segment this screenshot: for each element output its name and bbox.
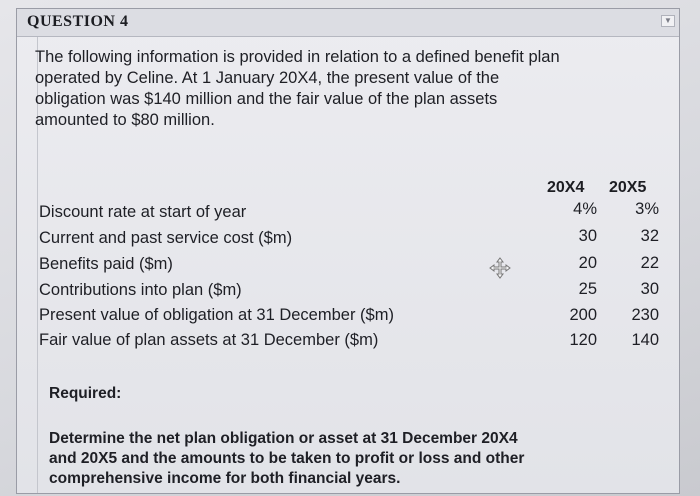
required-line: Determine the net plan obligation or asset at 31 December 20X4 (49, 430, 518, 447)
row-label: Contributions into plan ($m) (39, 281, 242, 299)
required-text (49, 429, 649, 489)
value-20x5: 3% (635, 200, 659, 218)
question-intro (35, 47, 655, 131)
value-20x5: 22 (640, 254, 659, 272)
year-header-20x4: 20X4 (547, 179, 585, 196)
value-20x5: 32 (640, 227, 659, 245)
intro-line: amounted to $80 million. (35, 111, 215, 129)
row-label: Discount rate at start of year (39, 203, 247, 221)
value-20x5: 140 (631, 331, 659, 349)
row-label: Fair value of plan assets at 31 December ($m) (39, 331, 379, 349)
value-20x4: 120 (569, 331, 597, 349)
value-20x4: 20 (578, 254, 597, 272)
year-header-20x5: 20X5 (609, 179, 647, 196)
intro-line: obligation was $140 million and the fair value of the plan assets (35, 90, 498, 108)
question-title: QUESTION 4 (27, 13, 129, 30)
chevron-down-icon[interactable]: ▼ (661, 15, 675, 27)
intro-line: operated by Celine. At 1 January 20X4, the present value of the (35, 69, 500, 87)
value-20x5: 230 (631, 306, 659, 324)
value-20x4: 200 (569, 306, 597, 324)
question-panel (16, 8, 680, 494)
required-line: comprehensive income for both financial years. (49, 470, 401, 487)
row-label: Benefits paid ($m) (39, 255, 173, 273)
value-20x5: 30 (640, 280, 659, 298)
row-label: Present value of obligation at 31 December ($m) (39, 306, 394, 324)
question-header (17, 9, 679, 37)
required-line: and 20X5 and the amounts to be taken to profit or loss and other (49, 450, 525, 467)
value-20x4: 4% (573, 200, 597, 218)
row-label: Current and past service cost ($m) (39, 229, 293, 247)
value-20x4: 25 (578, 280, 597, 298)
move-cursor-icon (489, 257, 511, 279)
value-20x4: 30 (578, 227, 597, 245)
intro-line: The following information is provided in relation to a defined benefit plan (35, 48, 560, 66)
required-heading: Required: (49, 385, 122, 402)
